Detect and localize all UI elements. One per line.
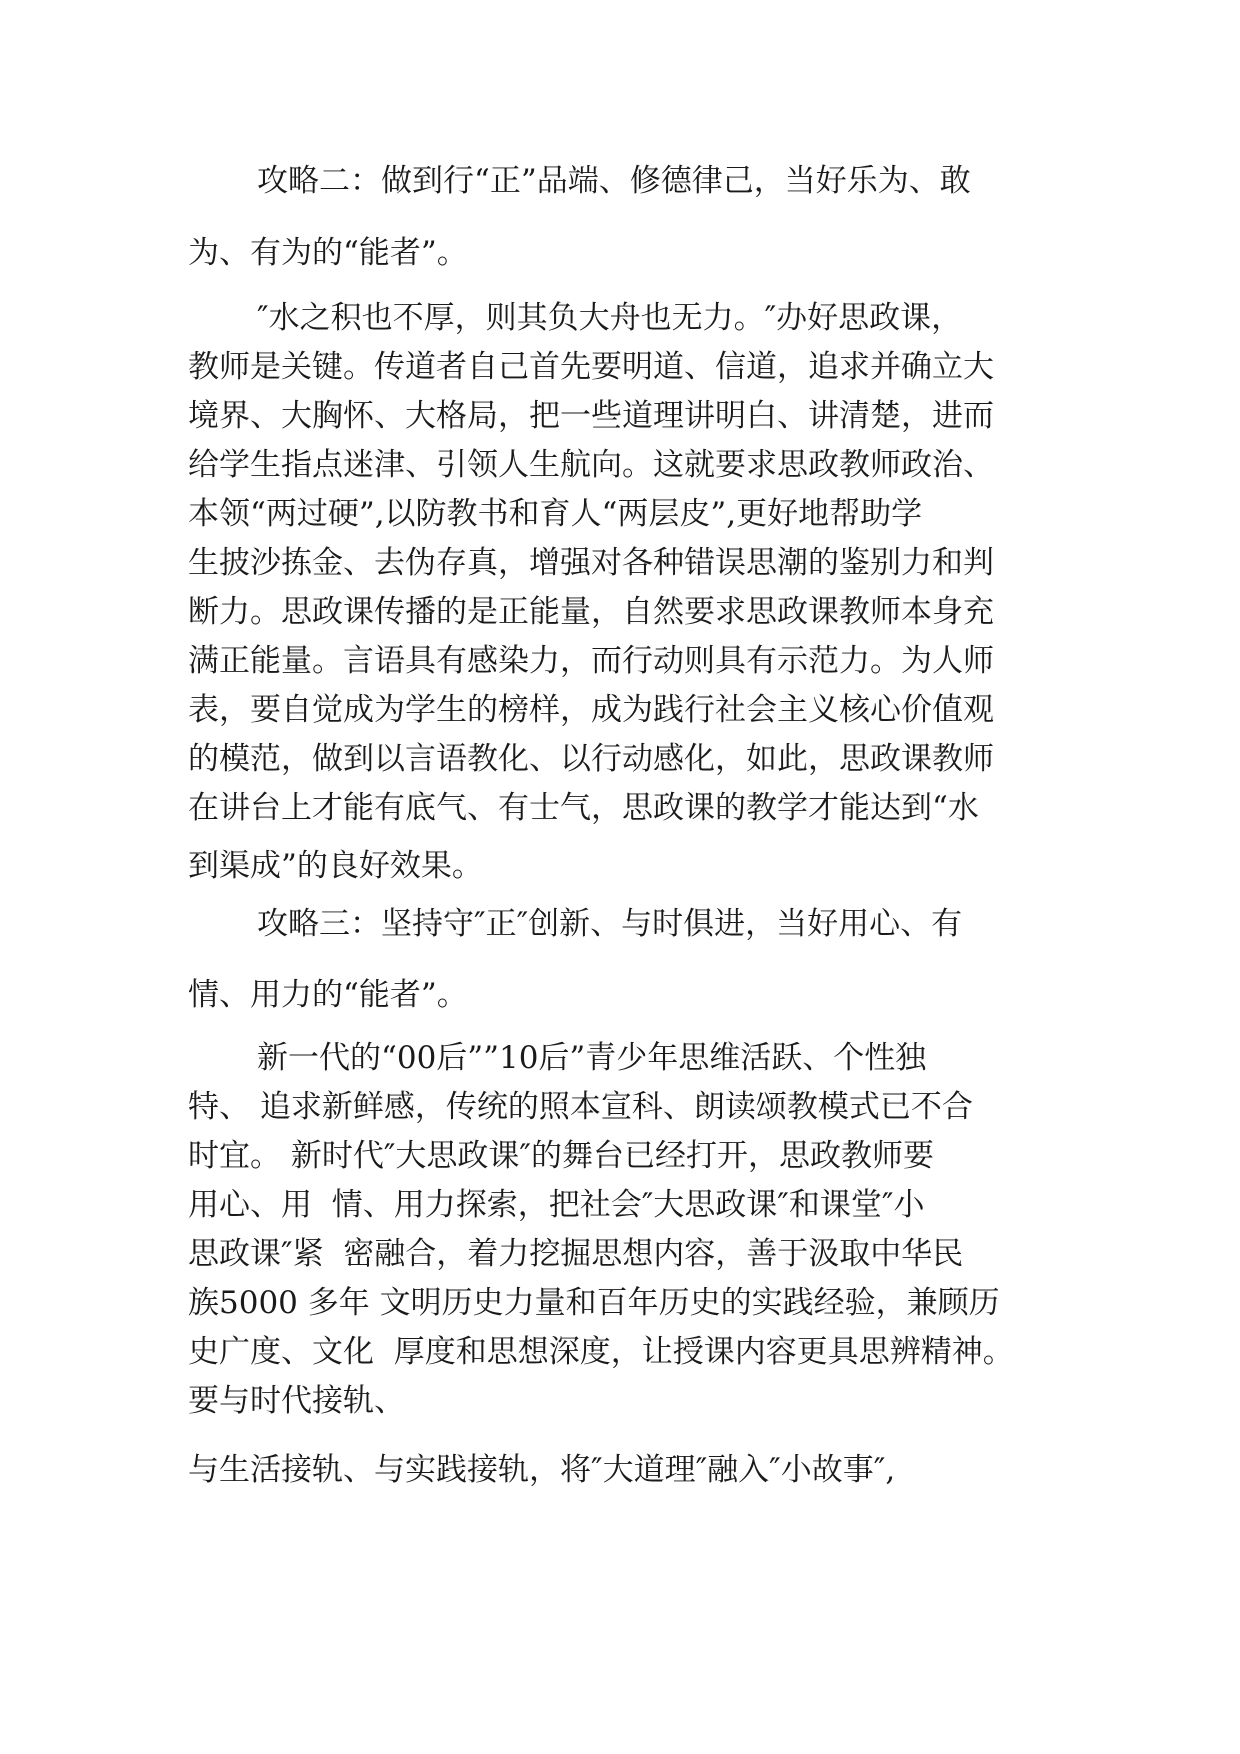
paragraph-line: 族5000 多年 文明历史力量和百年历史的实践经验，兼顾历 bbox=[188, 1285, 1000, 1321]
paragraph-line: 到渠成”的良好效果。 bbox=[188, 848, 483, 884]
paragraph-line: 时宜。 新时代″大思政课″的舞台已经打开，思政教师要 bbox=[188, 1138, 935, 1174]
paragraph-line: ″水之积也不厚，则其负大舟也无力。″办好思政课， bbox=[257, 300, 963, 336]
heading-strategy-three-line-2: 情、用力的“能者”。 bbox=[188, 977, 468, 1013]
paragraph-line: 生披沙拣金、去伪存真，增强对各种错误思潮的鉴别力和判 bbox=[188, 545, 994, 581]
paragraph-line: 在讲台上才能有底气、有士气，思政课的教学才能达到“水 bbox=[188, 790, 979, 826]
paragraph-line: 的模范，做到以言语教化、以行动感化，如此，思政课教师 bbox=[188, 741, 994, 777]
paragraph-line: 用心、用 情、用力探索，把社会″大思政课″和课堂″小 bbox=[188, 1187, 925, 1223]
paragraph-line: 本领“两过硬”,以防教书和育人“两层皮”,更好地帮助学 bbox=[188, 496, 923, 532]
paragraph-line: 断力。思政课传播的是正能量，自然要求思政课教师本身充 bbox=[188, 594, 994, 630]
paragraph-line: 表，要自觉成为学生的榜样，成为践行社会主义核心价值观 bbox=[188, 692, 994, 728]
paragraph-line: 给学生指点迷津、引领人生航向。这就要求思政教师政治、 bbox=[188, 447, 994, 483]
paragraph-line: 教师是关键。传道者自己首先要明道、信道，追求并确立大 bbox=[188, 349, 994, 385]
heading-strategy-three-line-1: 攻略三：坚持守″正″创新、与时俱进，当好用心、有 bbox=[257, 906, 963, 942]
heading-strategy-two-line-1: 攻略二：做到行“正”品端、修德律己，当好乐为、敢 bbox=[257, 163, 971, 199]
paragraph-line: 特、 追求新鲜感，传统的照本宣科、朗读颂教模式已不合 bbox=[188, 1089, 973, 1125]
paragraph-line: 思政课″紧 密融合，着力挖掘思想内容，善于汲取中华民 bbox=[188, 1236, 964, 1272]
paragraph-line: 要与时代接轨、 bbox=[188, 1383, 405, 1419]
paragraph-line: 与生活接轨、与实践接轨，将″大道理″融入″小故事″, bbox=[188, 1452, 896, 1488]
heading-strategy-two-line-2: 为、有为的“能者”。 bbox=[188, 235, 468, 271]
paragraph-line: 史广度、文化 厚度和思想深度，让授课内容更具思辨精神。 bbox=[188, 1334, 1014, 1370]
paragraph-line: 满正能量。言语具有感染力，而行动则具有示范力。为人师 bbox=[188, 643, 994, 679]
paragraph-line: 境界、大胸怀、大格局，把一些道理讲明白、讲清楚，进而 bbox=[188, 398, 994, 434]
paragraph-line: 新一代的“00后””10后”青少年思维活跃、个性独 bbox=[257, 1040, 927, 1076]
